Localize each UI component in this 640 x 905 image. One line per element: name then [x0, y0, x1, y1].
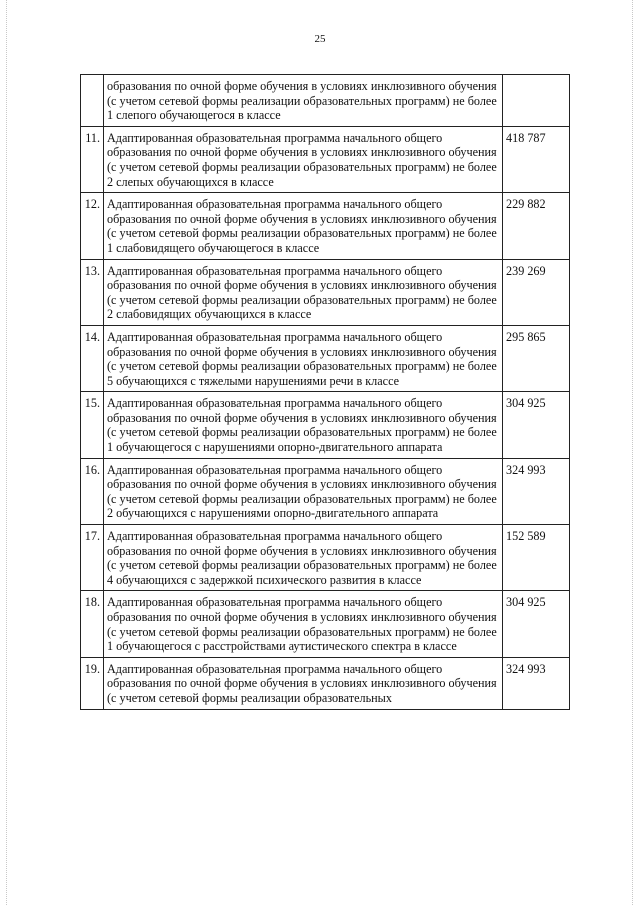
program-description: Адаптированная образовательная программа начального общего образования по очной форме обучения в условиях инклюзивного обучения (с учетом сетевой формы реализации образовательных программ) не более 4 обучающихся с задержкой психического развития в классе [104, 525, 503, 591]
program-description: образования по очной форме обучения в условиях инклюзивного обучения (с учетом сетевой формы реализации образовательных программ) не более 1 слепого обучающегося в классе [104, 75, 503, 127]
table-row [81, 392, 570, 458]
table-row [81, 75, 570, 127]
table-row [81, 259, 570, 325]
row-number: 16. [81, 458, 104, 524]
program-description: Адаптированная образовательная программа начального общего образования по очной форме обучения в условиях инклюзивного обучения (с учетом сетевой формы реализации образовательных [104, 657, 503, 709]
row-number: 15. [81, 392, 104, 458]
program-description: Адаптированная образовательная программа начального общего образования по очной форме обучения в условиях инклюзивного обучения (с учетом сетевой формы реализации образовательных программ) не более 2 слабовидящих обучающихся в классе [104, 259, 503, 325]
row-number: 11. [81, 126, 104, 192]
scan-edge-left [6, 0, 8, 905]
cost-value: 418 787 [503, 126, 570, 192]
row-number: 18. [81, 591, 104, 657]
cost-value: 229 882 [503, 193, 570, 259]
program-cost-table [80, 74, 570, 710]
cost-value: 304 925 [503, 392, 570, 458]
program-description: Адаптированная образовательная программа начального общего образования по очной форме обучения в условиях инклюзивного обучения (с учетом сетевой формы реализации образовательных программ) не более 1 обучающегося с нарушениями опорно-двигательного аппарата [104, 392, 503, 458]
program-description: Адаптированная образовательная программа начального общего образования по очной форме обучения в условиях инклюзивного обучения (с учетом сетевой формы реализации образовательных программ) не более 2 обучающихся с нарушениями опорно-двигательного аппарата [104, 458, 503, 524]
program-description: Адаптированная образовательная программа начального общего образования по очной форме обучения в условиях инклюзивного обучения (с учетом сетевой формы реализации образовательных программ) не более 1 слабовидящего обучающегося в классе [104, 193, 503, 259]
row-number: 12. [81, 193, 104, 259]
cost-value: 324 993 [503, 458, 570, 524]
row-number: 17. [81, 525, 104, 591]
cost-value: 295 865 [503, 325, 570, 391]
table-row [81, 458, 570, 524]
table-row [81, 126, 570, 192]
cost-value [503, 75, 570, 127]
program-description: Адаптированная образовательная программа начального общего образования по очной форме обучения в условиях инклюзивного обучения (с учетом сетевой формы реализации образовательных программ) не более 1 обучающегося с расстройствами аутистического спектра в классе [104, 591, 503, 657]
scan-edge-right [632, 0, 634, 905]
table-row [81, 325, 570, 391]
row-number: 19. [81, 657, 104, 709]
row-number [81, 75, 104, 127]
cost-value: 152 589 [503, 525, 570, 591]
cost-value: 304 925 [503, 591, 570, 657]
table-row [81, 657, 570, 709]
table-row [81, 591, 570, 657]
cost-value: 239 269 [503, 259, 570, 325]
page-number: 25 [314, 33, 326, 45]
program-description: Адаптированная образовательная программа начального общего образования по очной форме обучения в условиях инклюзивного обучения (с учетом сетевой формы реализации образовательных программ) не более 2 слепых обучающихся в классе [104, 126, 503, 192]
cost-value: 324 993 [503, 657, 570, 709]
table-row [81, 193, 570, 259]
row-number: 14. [81, 325, 104, 391]
program-description: Адаптированная образовательная программа начального общего образования по очной форме обучения в условиях инклюзивного обучения (с учетом сетевой формы реализации образовательных программ) не более 5 обучающихся с тяжелыми нарушениями речи в классе [104, 325, 503, 391]
row-number: 13. [81, 259, 104, 325]
table-row [81, 525, 570, 591]
